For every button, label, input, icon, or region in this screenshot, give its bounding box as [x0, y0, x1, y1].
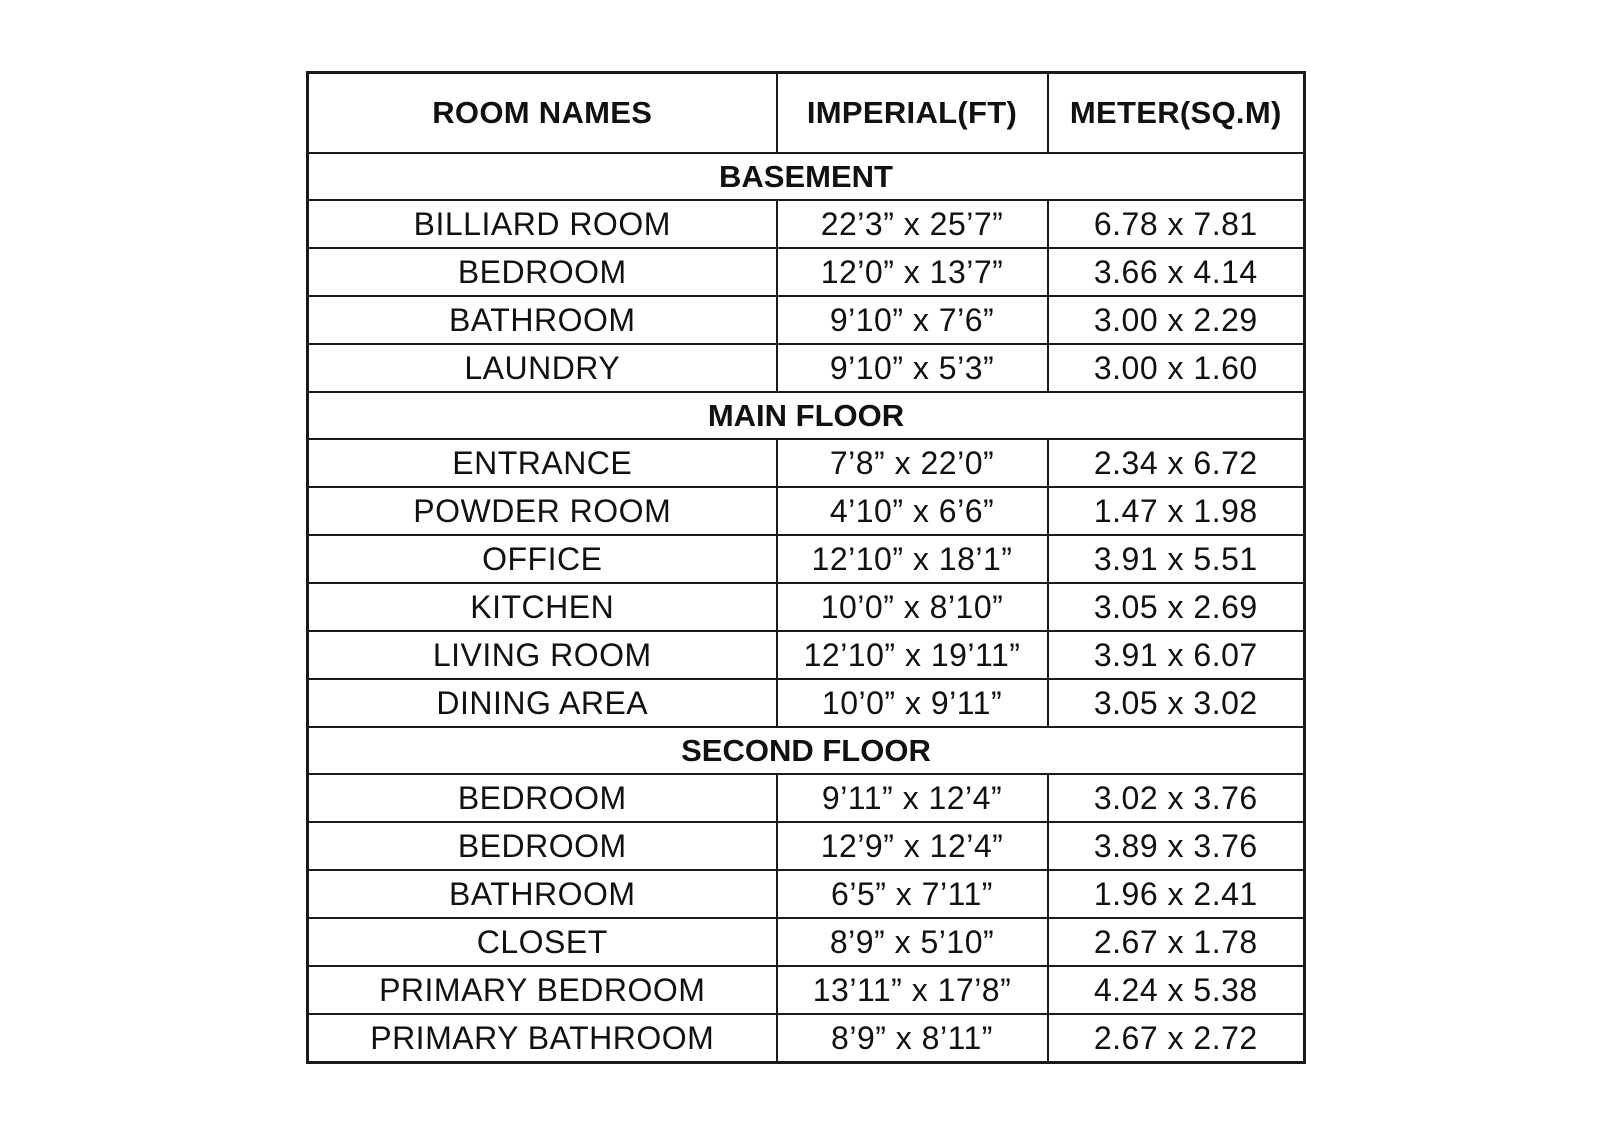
imperial-size-cell: 22’3” x 25’7”	[777, 200, 1048, 248]
table-row	[308, 296, 1305, 344]
metric-size-cell: 3.02 x 3.76	[1048, 774, 1305, 822]
table-row	[308, 679, 1305, 727]
table-row	[308, 439, 1305, 487]
metric-size-cell: 3.91 x 6.07	[1048, 631, 1305, 679]
table-row	[308, 535, 1305, 583]
room-name-cell: PRIMARY BATHROOM	[308, 1014, 777, 1063]
table-row	[308, 1014, 1305, 1063]
metric-size-cell: 2.34 x 6.72	[1048, 439, 1305, 487]
header-room-names: ROOM NAMES	[308, 73, 777, 154]
room-name-cell: DINING AREA	[308, 679, 777, 727]
header-row	[308, 73, 1305, 154]
header-imperial: IMPERIAL(FT)	[777, 73, 1048, 154]
room-name-cell: PRIMARY BEDROOM	[308, 966, 777, 1014]
metric-size-cell: 3.91 x 5.51	[1048, 535, 1305, 583]
metric-size-cell: 3.66 x 4.14	[1048, 248, 1305, 296]
room-name-cell: CLOSET	[308, 918, 777, 966]
table-body	[308, 153, 1305, 1063]
imperial-size-cell: 8’9” x 5’10”	[777, 918, 1048, 966]
imperial-size-cell: 8’9” x 8’11”	[777, 1014, 1048, 1063]
section-title: SECOND FLOOR	[308, 727, 1305, 774]
table-header	[308, 73, 1305, 154]
section-row	[308, 392, 1305, 439]
table-row	[308, 200, 1305, 248]
metric-size-cell: 3.00 x 2.29	[1048, 296, 1305, 344]
imperial-size-cell: 13’11” x 17’8”	[777, 966, 1048, 1014]
table-row	[308, 487, 1305, 535]
imperial-size-cell: 9’10” x 7’6”	[777, 296, 1048, 344]
metric-size-cell: 2.67 x 1.78	[1048, 918, 1305, 966]
imperial-size-cell: 9’10” x 5’3”	[777, 344, 1048, 392]
room-name-cell: LAUNDRY	[308, 344, 777, 392]
room-name-cell: BEDROOM	[308, 822, 777, 870]
section-row	[308, 153, 1305, 200]
imperial-size-cell: 10’0” x 9’11”	[777, 679, 1048, 727]
imperial-size-cell: 7’8” x 22’0”	[777, 439, 1048, 487]
room-name-cell: KITCHEN	[308, 583, 777, 631]
metric-size-cell: 1.47 x 1.98	[1048, 487, 1305, 535]
section-row	[308, 727, 1305, 774]
table-row	[308, 822, 1305, 870]
section-title: BASEMENT	[308, 153, 1305, 200]
imperial-size-cell: 12’10” x 18’1”	[777, 535, 1048, 583]
metric-size-cell: 3.00 x 1.60	[1048, 344, 1305, 392]
imperial-size-cell: 12’0” x 13’7”	[777, 248, 1048, 296]
room-name-cell: OFFICE	[308, 535, 777, 583]
room-name-cell: BATHROOM	[308, 870, 777, 918]
header-metric: METER(SQ.M)	[1048, 73, 1305, 154]
table-row	[308, 918, 1305, 966]
metric-size-cell: 6.78 x 7.81	[1048, 200, 1305, 248]
room-name-cell: LIVING ROOM	[308, 631, 777, 679]
metric-size-cell: 2.67 x 2.72	[1048, 1014, 1305, 1063]
table-row	[308, 248, 1305, 296]
table-row	[308, 870, 1305, 918]
metric-size-cell: 3.89 x 3.76	[1048, 822, 1305, 870]
imperial-size-cell: 10’0” x 8’10”	[777, 583, 1048, 631]
room-name-cell: BEDROOM	[308, 248, 777, 296]
imperial-size-cell: 6’5” x 7’11”	[777, 870, 1048, 918]
room-name-cell: POWDER ROOM	[308, 487, 777, 535]
table-row	[308, 631, 1305, 679]
metric-size-cell: 1.96 x 2.41	[1048, 870, 1305, 918]
imperial-size-cell: 4’10” x 6’6”	[777, 487, 1048, 535]
imperial-size-cell: 12’9” x 12’4”	[777, 822, 1048, 870]
room-name-cell: BATHROOM	[308, 296, 777, 344]
table-row	[308, 774, 1305, 822]
table-row	[308, 344, 1305, 392]
table-row	[308, 583, 1305, 631]
imperial-size-cell: 12’10” x 19’11”	[777, 631, 1048, 679]
metric-size-cell: 4.24 x 5.38	[1048, 966, 1305, 1014]
metric-size-cell: 3.05 x 3.02	[1048, 679, 1305, 727]
room-name-cell: ENTRANCE	[308, 439, 777, 487]
section-title: MAIN FLOOR	[308, 392, 1305, 439]
room-name-cell: BEDROOM	[308, 774, 777, 822]
room-dimensions-table	[306, 71, 1306, 1064]
table-row	[308, 966, 1305, 1014]
imperial-size-cell: 9’11” x 12’4”	[777, 774, 1048, 822]
room-name-cell: BILLIARD ROOM	[308, 200, 777, 248]
metric-size-cell: 3.05 x 2.69	[1048, 583, 1305, 631]
